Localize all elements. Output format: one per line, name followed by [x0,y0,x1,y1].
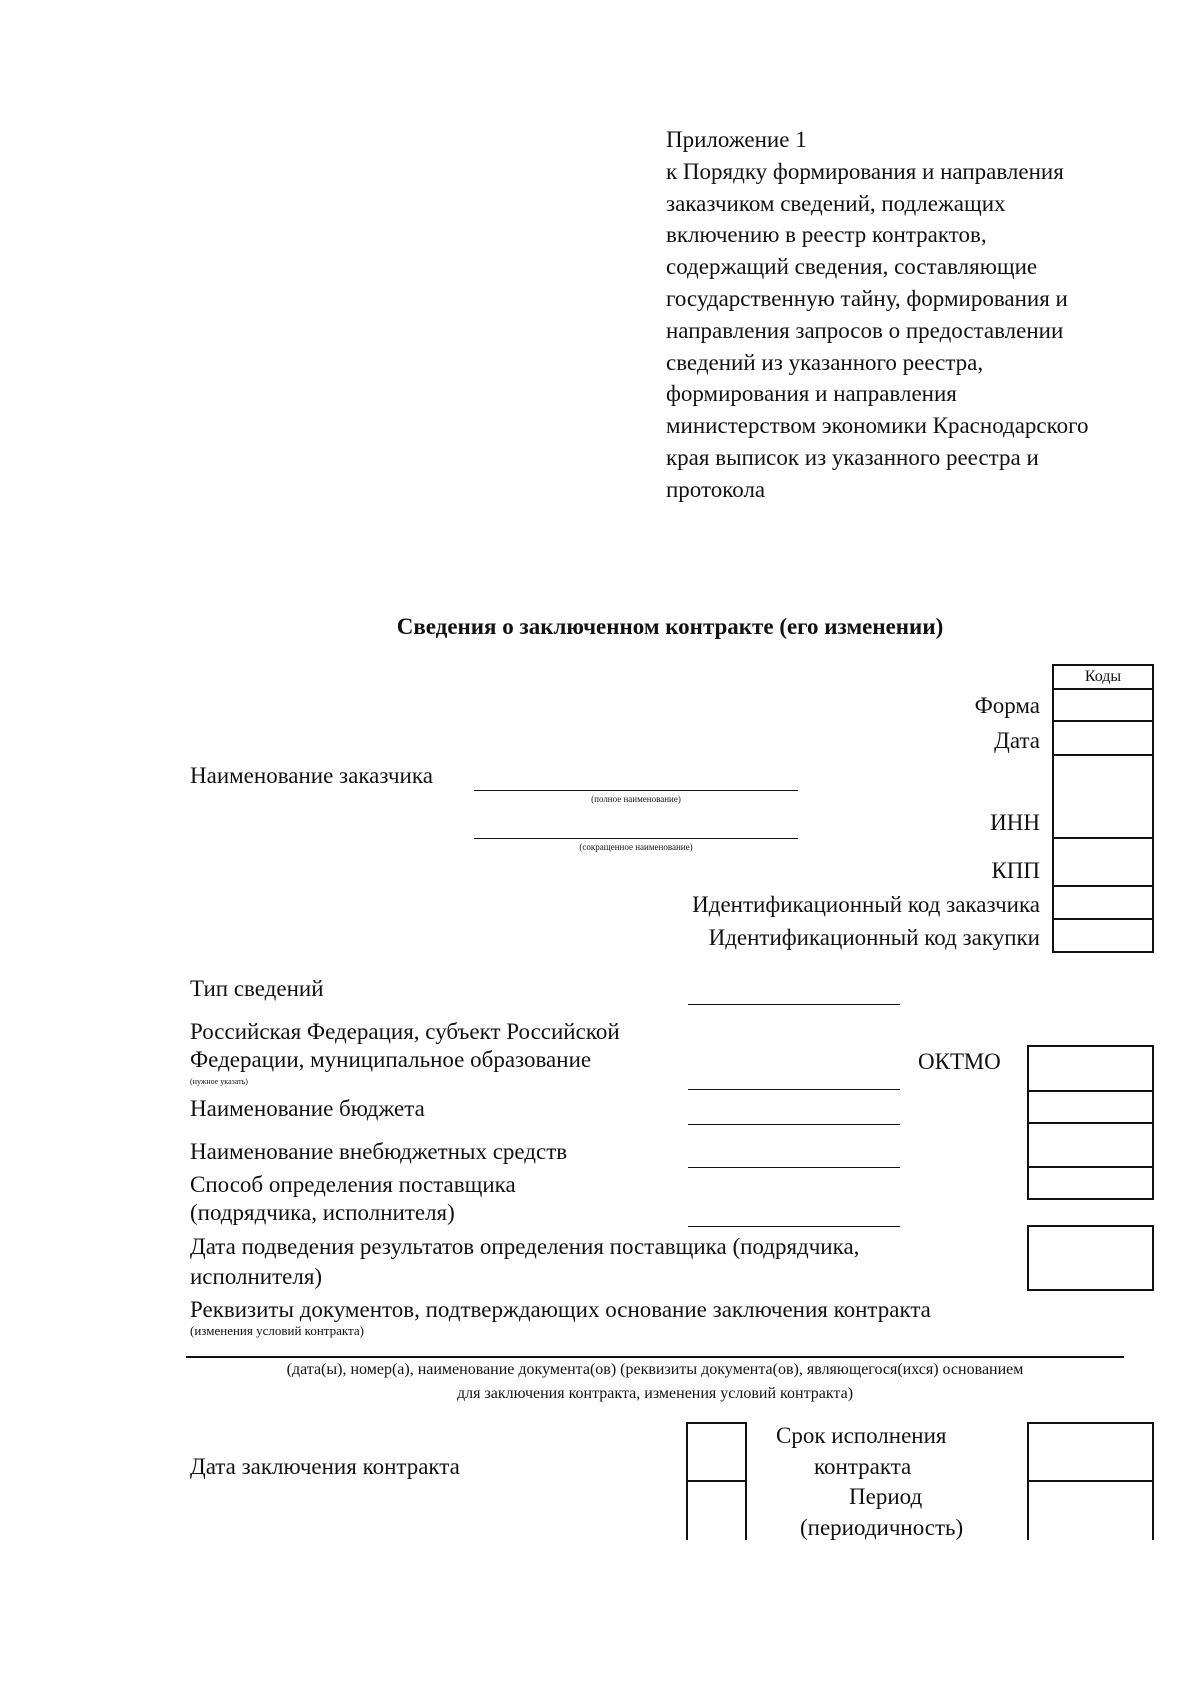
appendix-header [666,124,1166,506]
term-label-line2: контракта [814,1454,912,1479]
appendix-header-line: края выписок из указанного реестра и [666,444,1039,470]
extra-budget-field[interactable] [688,1167,900,1168]
rf-label-line2: Федерации, муниципальное образование [190,1047,592,1072]
appendix-header-line: сведений из указанного реестра, [666,349,984,375]
label-data: Дата [994,728,1040,753]
customer-short-hint: (сокращенное наименование) [579,842,693,852]
result-date-box[interactable] [1027,1225,1154,1291]
codes-row-divider [1052,837,1154,839]
oktmo-label: ОКТМО [918,1049,1001,1074]
term-label-line1: Срок исполнения [776,1423,947,1448]
appendix-header-line: к Порядку формирования и направления [666,158,1064,184]
budget-label: Наименование бюджета [190,1096,425,1121]
label-inn: ИНН [990,810,1040,835]
appendix-header-line: заказчиком сведений, подлежащих [666,190,1006,216]
codes-header: Коды [1084,668,1122,685]
label-customer-id: Идентификационный код заказчика [692,892,1040,917]
document-title: Сведения о заключенном контракте (его изменении) [396,614,944,639]
appendix-header-line: государственную тайну, формирования и [666,285,1068,311]
supplier-label-line2: (подрядчика, исполнителя) [190,1200,455,1225]
customer-full-name-field[interactable] [474,790,798,791]
requisites-hint: (изменения условий контракта) [190,1323,364,1338]
budget-field[interactable] [688,1124,900,1125]
codes-row-divider [1052,720,1154,722]
contract-date-label: Дата заключения контракта [190,1454,460,1479]
appendix-header-line: протокола [666,476,766,502]
rf-hint: (нужное указать) [190,1077,248,1086]
term-box-top [1027,1422,1154,1424]
customer-short-name-field[interactable] [474,838,798,839]
label-purchase-id: Идентификационный код закупки [708,925,1040,950]
doc-hint-line1: (дата(ы), номер(а), наименование документа(ов) (реквизиты документа(ов), являющегося(ихся) основанием [286,1361,1024,1378]
contract-date-box-divider [686,1480,747,1482]
term-box-divider [1027,1480,1154,1482]
appendix-header-line: направления запросов о предоставлении [666,317,1064,343]
codes-row-divider [1052,688,1154,690]
label-forma: Форма [974,693,1040,718]
info-type-field[interactable] [688,1004,900,1005]
appendix-header-line: содержащий сведения, составляющие [666,254,1038,280]
extra-budget-label: Наименование внебюджетных средств [190,1139,568,1164]
rf-label-line1: Российская Федерация, субъект Российской [190,1019,620,1044]
appendix-header-line: Приложение 1 [666,127,807,152]
period-label-line1: Период [849,1484,923,1509]
requisites-field[interactable] [186,1356,1124,1358]
oktmo-row-divider [1027,1166,1154,1168]
info-type-label: Тип сведений [190,976,324,1001]
codes-table [1052,664,1154,953]
result-label-line2: исполнителя) [190,1264,323,1289]
contract-date-box-top [686,1422,747,1424]
period-label-line2: (периодичность) [800,1515,964,1540]
oktmo-row-divider [1027,1122,1154,1124]
appendix-header-line: формирования и направления [666,381,957,407]
codes-row-divider [1052,885,1154,887]
codes-row-divider [1052,754,1154,756]
customer-full-hint: (полное наименование) [591,794,681,804]
customer-label: Наименование заказчика [190,763,433,788]
oktmo-row-divider [1027,1090,1154,1092]
supplier-field[interactable] [688,1226,900,1227]
label-kpp: КПП [991,858,1040,883]
supplier-label-line1: Способ определения поставщика [190,1172,516,1197]
appendix-header-line: включению в реестр контрактов, [666,222,987,248]
doc-hint-line2: для заключения контракта, изменения условий контракта) [456,1385,854,1402]
rf-field[interactable] [688,1089,900,1090]
requisites-label: Реквизиты документов, подтверждающих основание заключения контракта [190,1297,931,1322]
appendix-header-line: министерством экономики Краснодарского [666,413,1089,439]
result-label-line1: Дата подведения результатов определения поставщика (подрядчика, [190,1234,860,1259]
codes-row-divider [1052,918,1154,920]
